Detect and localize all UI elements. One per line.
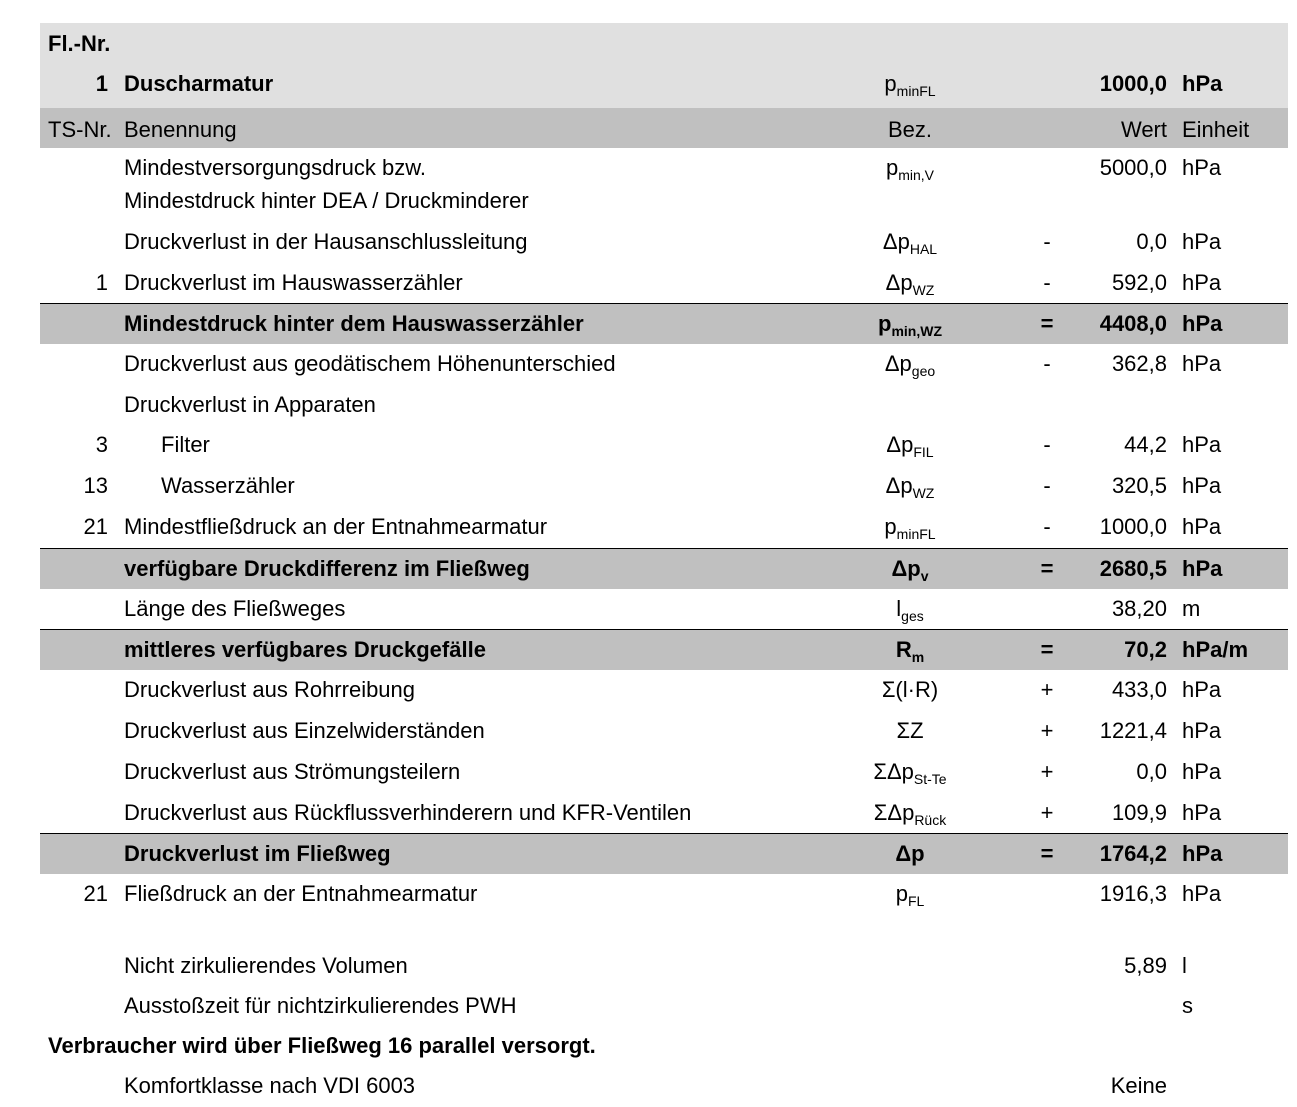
ts-nr: 13 (83, 473, 108, 498)
row-symbol: $\Delta p_v$ (891, 556, 929, 584)
row-operator: - (1043, 270, 1051, 295)
row-value: 362,8 (1111, 351, 1167, 376)
row-operator: + (1040, 718, 1054, 743)
parallel-note-row (40, 1026, 1288, 1066)
row-value: 4408,0 (1099, 311, 1167, 336)
table-row (40, 793, 1288, 833)
row-label: Mindestfließdruck an der Entnahmearmatur (124, 514, 548, 539)
row-value: 0,0 (1136, 759, 1167, 784)
column-header-row (40, 108, 1288, 148)
table-row (40, 507, 1288, 548)
row-symbol: ΣΔp$_{St-Te}$ (873, 759, 947, 787)
row-value: 433,0 (1111, 677, 1167, 702)
row-unit: hPa (1182, 155, 1222, 180)
row-symbol: $\Delta p_{HAL}$ (882, 229, 938, 257)
row-symbol: $R_m$ (895, 637, 925, 665)
header-value: 1000,0 (1099, 71, 1167, 96)
row-label: verfügbare Druckdifferenz im Fließweg (124, 556, 530, 581)
row-unit: hPa (1182, 556, 1223, 581)
row-unit: hPa (1182, 311, 1223, 336)
time-row (40, 986, 1288, 1026)
row-value: 320,5 (1111, 473, 1167, 498)
row-value: 1764,2 (1099, 841, 1167, 866)
row-label: Filter (161, 432, 210, 457)
col-ts-nr: TS-Nr. (48, 117, 112, 142)
table-row (40, 148, 1288, 222)
col-benennung: Benennung (124, 117, 237, 142)
row-label: Druckverlust aus Rückflussverhinderern und KFR-Ventilen (124, 800, 692, 825)
row-label: Druckverlust aus Einzelwiderständen (124, 718, 485, 743)
row-label: Mindestversorgungsdruck bzw. Mindestdruck hinter DEA / Druckminderer (124, 155, 529, 213)
row-value: 70,2 (1124, 637, 1167, 662)
row-symbol: $\Delta p_{WZ}$ (885, 270, 935, 298)
col-einheit: Einheit (1182, 117, 1250, 142)
row-operator: = (1040, 637, 1054, 662)
row-label: Druckverlust im Fließweg (124, 841, 391, 866)
row-unit: hPa (1182, 800, 1222, 825)
row-unit: hPa (1182, 270, 1222, 295)
row-unit: hPa (1182, 351, 1222, 376)
row-unit: hPa (1182, 473, 1222, 498)
header-symbol: $p_{minFL}$ (884, 71, 936, 99)
consumer-title: Duscharmatur (124, 71, 274, 96)
table-row (40, 222, 1288, 263)
table-row (40, 385, 1288, 425)
col-bez: Bez. (887, 117, 933, 142)
row-unit: hPa (1182, 718, 1222, 743)
row-label: Druckverlust aus Rohrreibung (124, 677, 416, 702)
row-operator: = (1040, 311, 1054, 336)
row-value: 1000,0 (1099, 514, 1167, 539)
row-operator: - (1043, 229, 1051, 254)
row-label: Wasserzähler (161, 473, 295, 498)
row-unit: hPa (1182, 759, 1222, 784)
table-row (40, 670, 1288, 711)
row-operator: = (1040, 841, 1054, 866)
row-label: Länge des Fließweges (124, 596, 346, 621)
table-row (40, 589, 1288, 629)
row-label: Druckverlust in der Hausanschlussleitung (124, 229, 528, 254)
row-operator: + (1040, 759, 1054, 784)
volume-value: 5,89 (1124, 953, 1167, 978)
time-unit: s (1182, 993, 1193, 1018)
row-value: 1916,3 (1099, 881, 1167, 906)
row-symbol: $\Delta p_{FIL}$ (886, 432, 934, 460)
table-row (40, 711, 1288, 752)
row-operator: - (1043, 351, 1051, 376)
row-value: 1221,4 (1099, 718, 1167, 743)
spacer (40, 916, 1288, 946)
row-unit: hPa (1182, 514, 1222, 539)
ts-nr: 21 (83, 514, 108, 539)
row-symbol: Δp (895, 841, 925, 866)
row-operator: + (1040, 677, 1054, 702)
row-label: Druckverlust in Apparaten (124, 392, 376, 417)
row-operator: - (1043, 432, 1051, 457)
header-unit: hPa (1182, 71, 1223, 96)
row-operator: - (1043, 514, 1051, 539)
time-label: Ausstoßzeit für nichtzirkulierendes PWH (124, 993, 517, 1018)
row-value: 0,0 (1136, 229, 1167, 254)
summary-row (40, 303, 1288, 344)
row-unit: hPa (1182, 677, 1222, 702)
row-label: Fließdruck an der Entnahmearmatur (124, 881, 478, 906)
table-row (40, 874, 1288, 916)
pressure-calculation-sheet (40, 23, 1288, 1106)
row-symbol: $p_{min,V}$ (885, 155, 935, 183)
row-value: 44,2 (1124, 432, 1167, 457)
row-operator: = (1040, 556, 1054, 581)
row-value: 109,9 (1111, 800, 1167, 825)
comfort-row (40, 1066, 1288, 1106)
row-symbol: $\Delta p_{WZ}$ (885, 473, 935, 501)
parallel-supply-note: Verbraucher wird über Fließweg 16 parallel versorgt. (48, 1033, 596, 1058)
row-label: Druckverlust aus Strömungsteilern (124, 759, 461, 784)
row-label: mittleres verfügbares Druckgefälle (124, 637, 486, 662)
row-value: 592,0 (1111, 270, 1167, 295)
row-unit: hPa (1182, 432, 1222, 457)
row-value: 38,20 (1111, 596, 1167, 621)
row-unit: hPa/m (1182, 637, 1249, 662)
row-unit: hPa (1182, 881, 1222, 906)
row-operator: - (1043, 473, 1051, 498)
flow-path-header (40, 23, 1288, 108)
col-wert: Wert (1120, 117, 1167, 142)
summary-row (40, 629, 1288, 670)
comfort-label: Komfortklasse nach VDI 6003 (124, 1073, 416, 1098)
table-row (40, 263, 1288, 303)
row-unit: hPa (1182, 841, 1223, 866)
table-row (40, 425, 1288, 466)
row-symbol: $l_{ges}$ (896, 596, 924, 624)
volume-unit: l (1182, 953, 1187, 978)
table-row (40, 466, 1288, 507)
row-label: Druckverlust im Hauswasserzähler (124, 270, 463, 295)
row-unit: m (1182, 596, 1201, 621)
row-value: 2680,5 (1099, 556, 1167, 581)
row-value: 5000,0 (1099, 155, 1167, 180)
table-row (40, 752, 1288, 793)
row-symbol: $p_{min,WZ}$ (878, 311, 942, 339)
row-symbol: $\Delta p_{geo}$ (884, 351, 936, 379)
row-symbol: ΣZ (896, 718, 924, 743)
volume-row (40, 946, 1288, 986)
summary-row (40, 833, 1288, 874)
row-label: Druckverlust aus geodätischem Höhenunterschied (124, 351, 616, 376)
volume-label: Nicht zirkulierendes Volumen (124, 953, 408, 978)
fl-nr-value: 1 (95, 71, 108, 96)
row-operator: + (1040, 800, 1054, 825)
ts-nr: 1 (95, 270, 108, 295)
row-symbol: $p_{FL}$ (895, 881, 925, 909)
ts-nr: 3 (95, 432, 108, 457)
comfort-value: Keine (1110, 1073, 1167, 1098)
row-unit: hPa (1182, 229, 1222, 254)
summary-row (40, 548, 1288, 589)
row-symbol: Σ(l·R) (881, 677, 939, 702)
row-symbol: ΣΔp$_{Rück}$ (873, 800, 947, 828)
row-symbol: $p_{minFL}$ (884, 514, 936, 542)
row-label: Mindestdruck hinter dem Hauswasserzähler (124, 311, 584, 336)
fl-nr-label: Fl.-Nr. (48, 31, 111, 56)
ts-nr: 21 (83, 881, 108, 906)
table-row (40, 344, 1288, 385)
